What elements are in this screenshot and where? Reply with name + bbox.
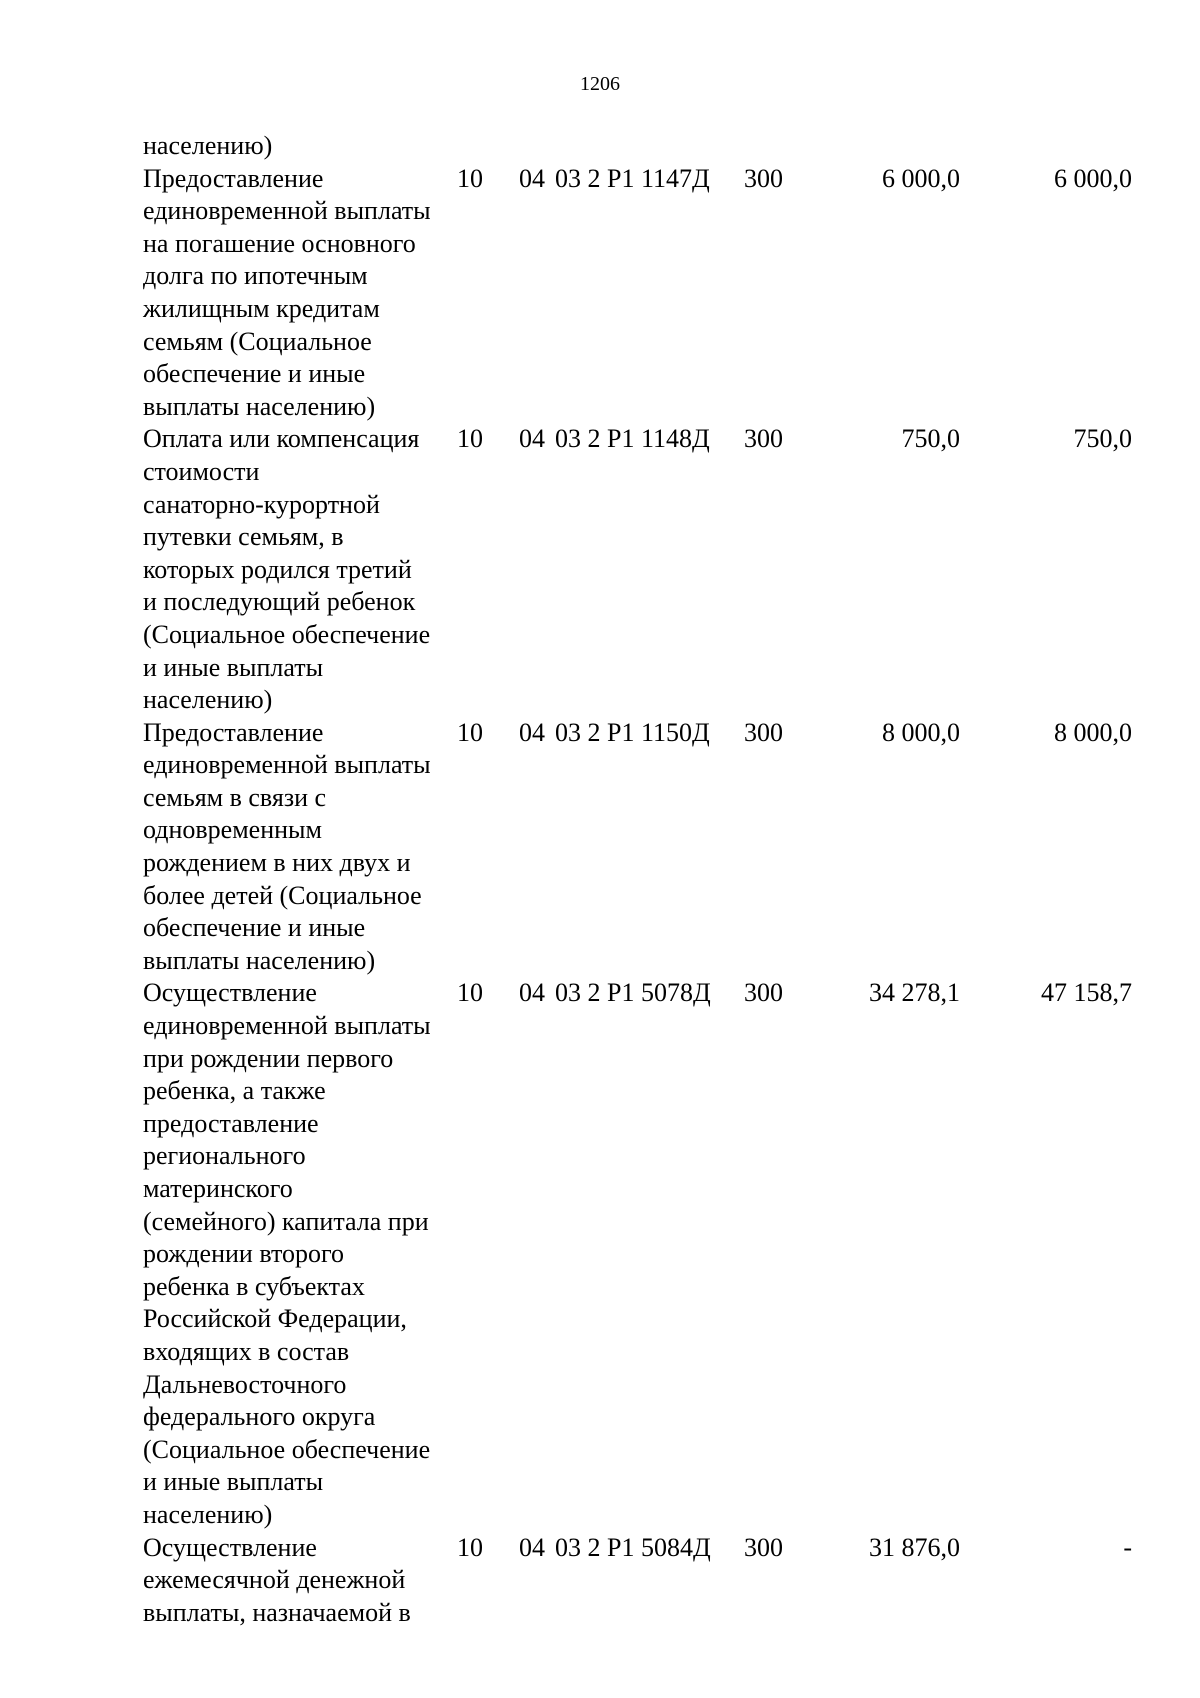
expense-name-cell [143, 1532, 457, 1630]
expense-name-line: обеспечение и иные [143, 359, 366, 389]
amount-year1-cell: 750,0 [901, 424, 960, 454]
expense-name-line: населению) [143, 685, 273, 715]
subsection-cell [514, 130, 555, 163]
expense-name-line: обеспечение и иные [143, 913, 366, 943]
expense-name-line: и иные выплаты [143, 1467, 324, 1497]
amount-year1-cell: 8 000,0 [882, 717, 960, 747]
section-cell: 10 [457, 163, 483, 193]
expense-name-line: единовременной выплаты [143, 750, 431, 780]
expense-name-line: и последующий ребенок [143, 587, 416, 617]
expense-name-line: Оплата или компенсация [143, 424, 420, 454]
expense-type-cell [744, 130, 804, 163]
expense-name-line: путевки семьям, в [143, 522, 344, 552]
expense-name-line: Российской Федерации, [143, 1304, 407, 1334]
amount-year1-cell [804, 130, 960, 163]
expense-name-line: единовременной выплаты [143, 1011, 431, 1041]
expense-name-line: семьям (Социальное [143, 326, 372, 356]
expense-type-cell: 300 [744, 978, 783, 1008]
expense-type-cell: 300 [744, 424, 783, 454]
amount-year2-cell: 750,0 [1073, 424, 1132, 454]
expense-name-cell [143, 717, 457, 978]
expense-name-line: входящих в состав [143, 1336, 350, 1366]
expense-type-cell: 300 [744, 717, 783, 747]
expense-type-cell: 300 [744, 163, 783, 193]
amount-year1-cell: 6 000,0 [882, 163, 960, 193]
expense-name-line: ребенка, а также [143, 1076, 326, 1106]
table-body [143, 130, 1132, 1629]
expense-name-line: (семейного) капитала при [143, 1206, 429, 1236]
expense-name-line: единовременной выплаты [143, 196, 431, 226]
expense-name-line: населению) [143, 131, 273, 160]
amount-year1-cell: 34 278,1 [869, 978, 960, 1008]
expense-name-line: жилищным кредитам [143, 293, 380, 323]
table-row [143, 1532, 1132, 1630]
expense-name-line: регионального [143, 1141, 306, 1171]
expense-name-line: Осуществление [143, 978, 317, 1008]
section-cell [457, 130, 514, 163]
expense-name-line: санаторно-курортной [143, 489, 380, 519]
expense-name-line: предоставление [143, 1108, 319, 1138]
subsection-cell: 04 [519, 1532, 545, 1562]
expense-name-line: ребенка в субъектах [143, 1271, 365, 1301]
amount-year2-cell [960, 130, 1132, 163]
expense-name-line: федерального округа [143, 1402, 376, 1432]
target-code-cell: 03 2 P1 1150Д [555, 717, 710, 747]
expense-name-cell [143, 163, 457, 424]
target-code-cell: 03 2 P1 1148Д [555, 424, 710, 454]
expense-name-line: при рождении первого [143, 1043, 394, 1073]
section-cell: 10 [457, 1532, 483, 1562]
amount-year2-cell: 6 000,0 [1054, 163, 1132, 193]
expense-name-line: выплаты населению) [143, 945, 376, 975]
expense-name-line: семьям в связи с [143, 782, 327, 812]
expense-name-line: долга по ипотечным [143, 261, 368, 291]
expense-name-line: одновременным [143, 815, 322, 845]
expense-name-line: рождением в них двух и [143, 848, 411, 878]
section-cell: 10 [457, 978, 483, 1008]
subsection-cell: 04 [519, 424, 545, 454]
expense-name-line: Предоставление [143, 717, 324, 747]
expense-name-line: более детей (Социальное [143, 880, 422, 910]
target-code-cell [555, 130, 744, 163]
expense-name-line: ежемесячной денежной [143, 1565, 406, 1595]
expense-name-line: на погашение основного [143, 228, 416, 258]
table-row [143, 977, 1132, 1531]
section-cell: 10 [457, 717, 483, 747]
expense-name-cell [143, 423, 457, 716]
expense-name-line: рождении второго [143, 1239, 344, 1269]
expense-name-cell [143, 977, 457, 1531]
subsection-cell: 04 [519, 717, 545, 747]
expense-name-line: (Социальное обеспечение [143, 1434, 431, 1464]
table-row [143, 717, 1132, 978]
amount-year1-cell: 31 876,0 [869, 1532, 960, 1562]
table-row [143, 423, 1132, 716]
expense-name-line: и иные выплаты [143, 652, 324, 682]
expense-name-line: (Социальное обеспечение [143, 619, 431, 649]
amount-year2-cell: - [1123, 1532, 1132, 1562]
expense-name-line: материнского [143, 1174, 293, 1203]
table-row [143, 163, 1132, 424]
expense-name-line: населению) [143, 1499, 273, 1529]
expense-name-line: выплаты, назначаемой в [143, 1597, 411, 1627]
expense-name-line: которых родился третий [143, 554, 412, 584]
table-row [143, 130, 1132, 163]
target-code-cell: 03 2 P1 5084Д [555, 1532, 711, 1562]
target-code-cell: 03 2 P1 5078Д [555, 978, 711, 1008]
expense-name-line: выплаты населению) [143, 391, 376, 421]
expense-name-line: Предоставление [143, 163, 324, 193]
expense-name-cell [143, 130, 457, 163]
page-number: 1206 [580, 73, 620, 95]
expense-name-line: Осуществление [143, 1532, 317, 1562]
amount-year2-cell: 47 158,7 [1041, 978, 1132, 1008]
subsection-cell: 04 [519, 163, 545, 193]
expense-name-line: Дальневосточного [143, 1369, 347, 1399]
section-cell: 10 [457, 424, 483, 454]
target-code-cell: 03 2 P1 1147Д [555, 163, 710, 193]
budget-table [143, 130, 1132, 1629]
expense-type-cell: 300 [744, 1532, 783, 1562]
amount-year2-cell: 8 000,0 [1054, 717, 1132, 747]
subsection-cell: 04 [519, 978, 545, 1008]
expense-name-line: стоимости [143, 456, 260, 486]
